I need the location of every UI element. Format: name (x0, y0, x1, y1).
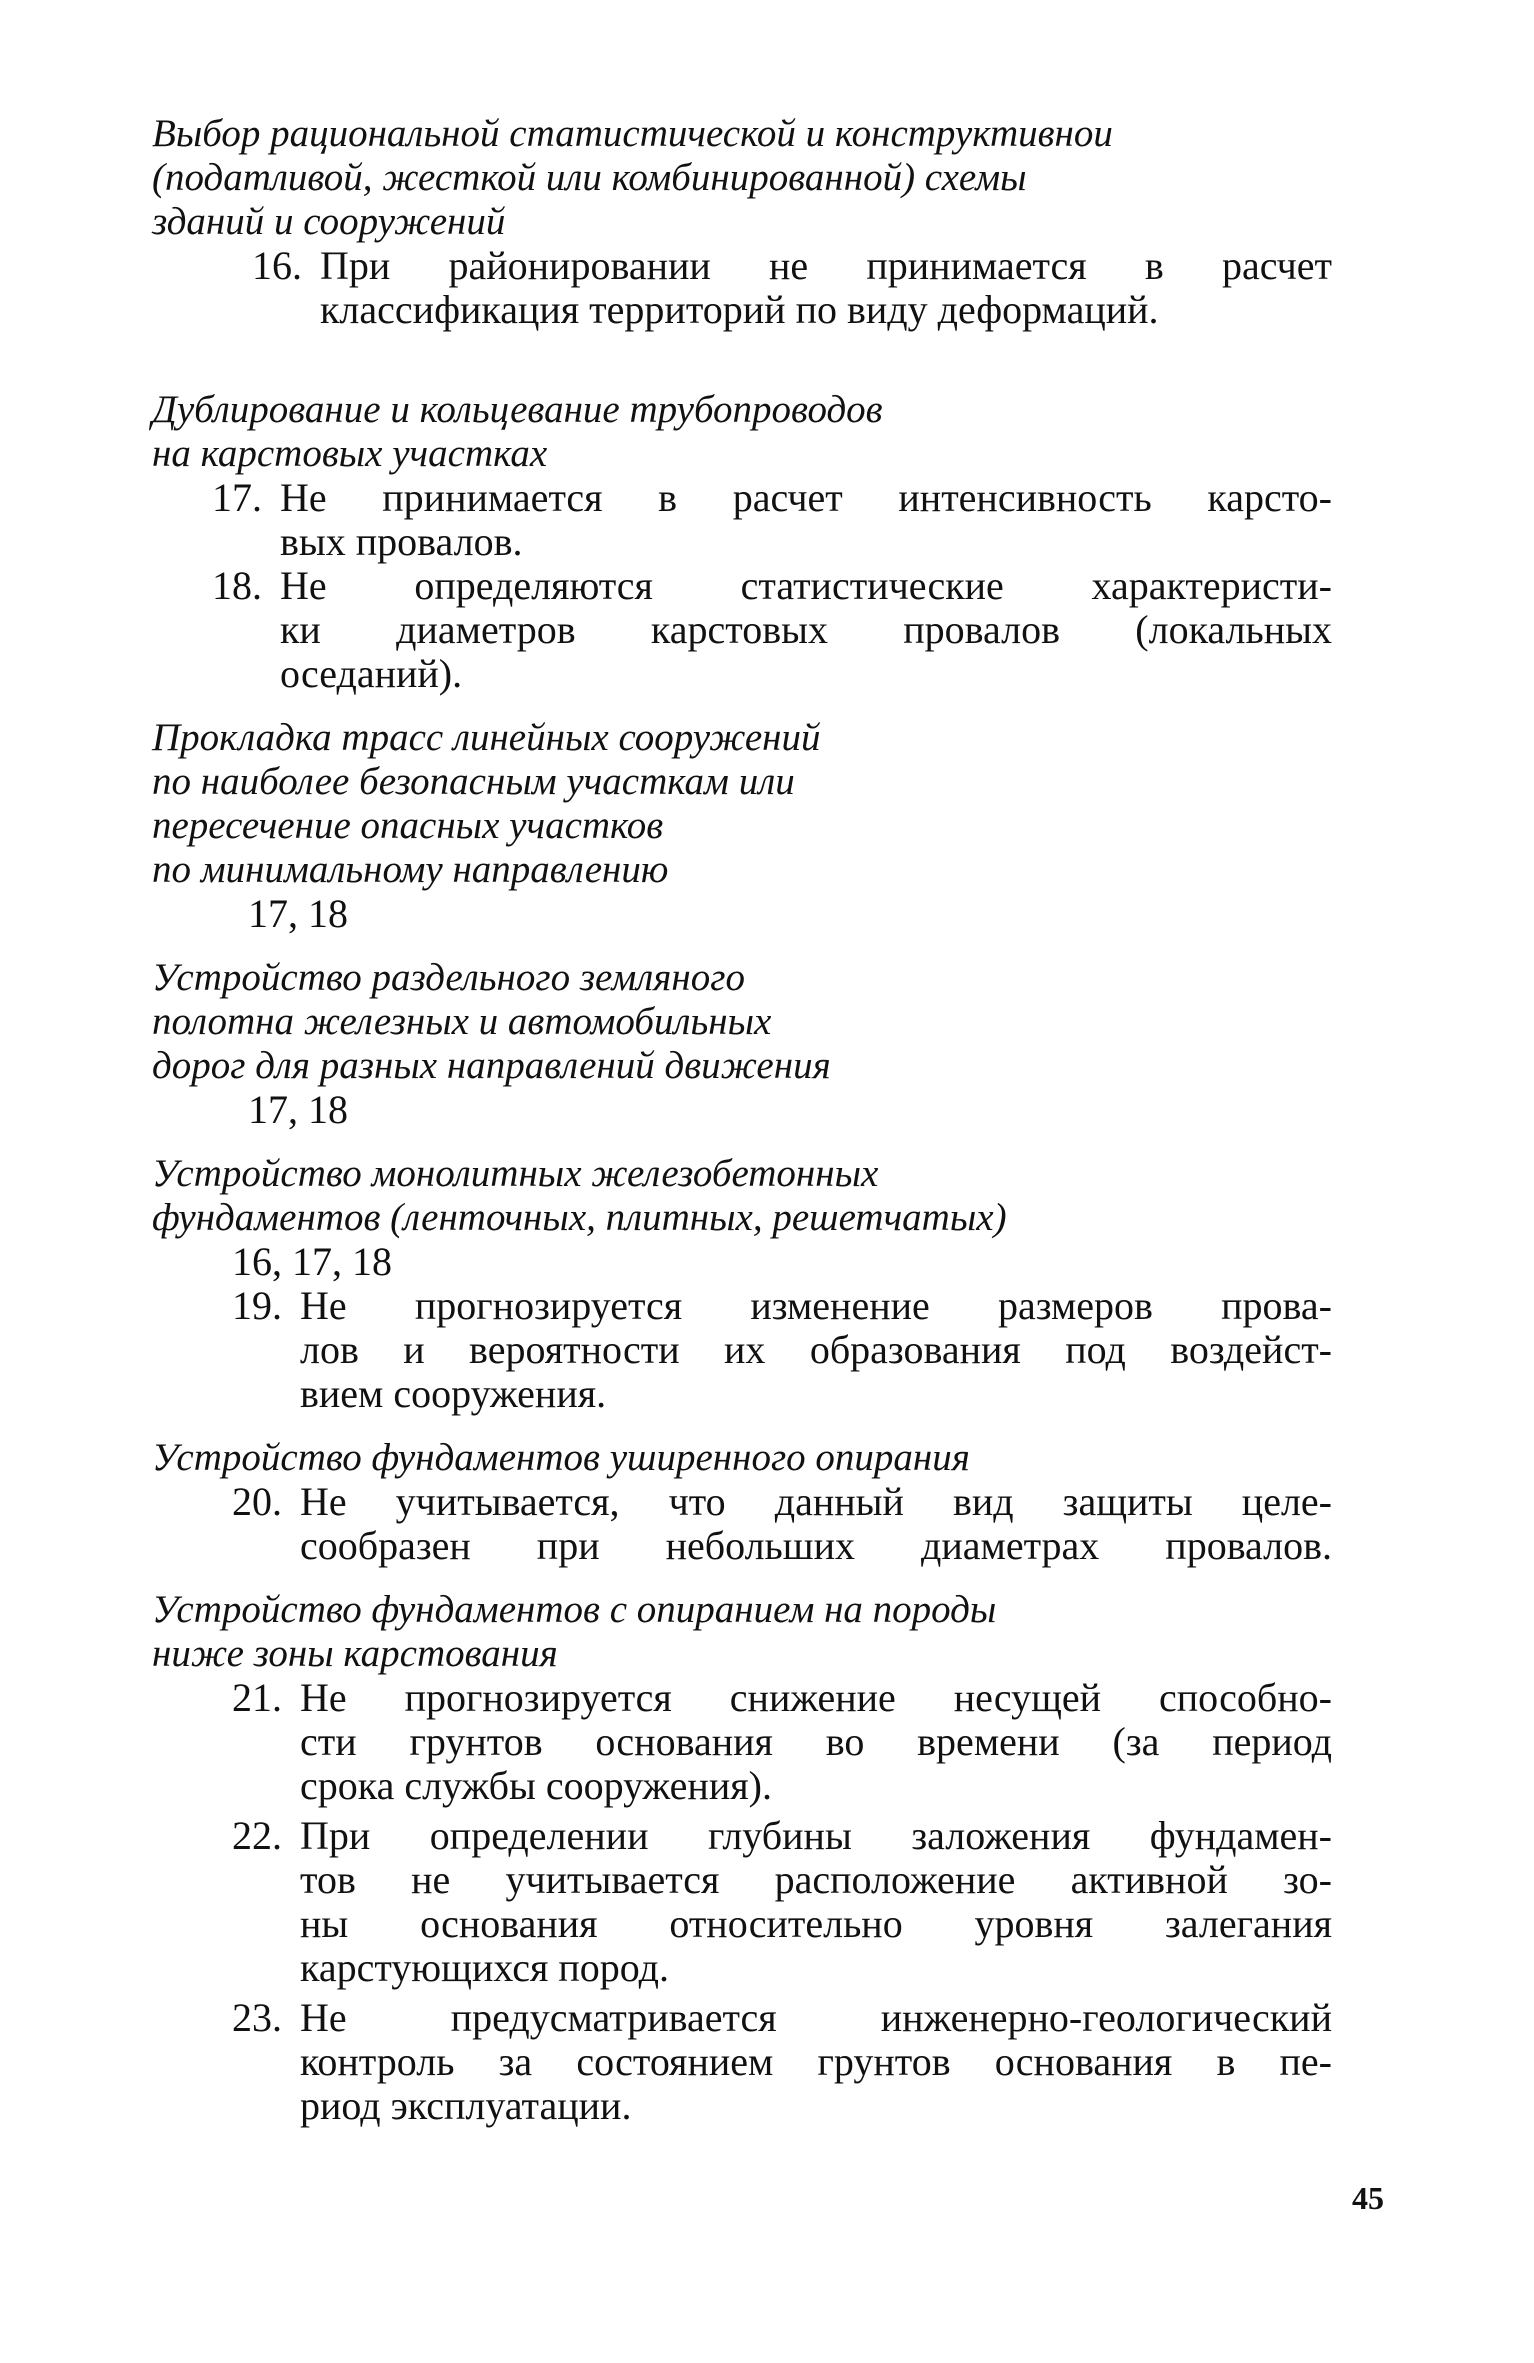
item-21 (232, 1676, 1332, 1808)
page-body (152, 112, 1332, 2232)
page-number: 45 (1352, 2180, 1384, 2216)
item-number: 18. (212, 563, 262, 608)
section-6 (152, 1436, 1332, 1568)
item-line: ны основания относительно уровня залегания (300, 1901, 1332, 1946)
item-18 (212, 564, 1332, 696)
section-1-heading-line: зданий и сооружений (152, 200, 506, 243)
item-line: карстующихся пород. (300, 1945, 669, 1990)
section-7 (152, 1588, 1332, 2128)
item-line: Не предусматривается инженерно-геологический (300, 1995, 1332, 2040)
section-3 (152, 716, 1332, 936)
item-17 (212, 476, 1332, 564)
section-4 (152, 956, 1332, 1132)
item-number: 16. (252, 243, 302, 288)
item-line: Не определяются статистические характеристи- (280, 563, 1332, 608)
item-line: Не учитывается, что данный вид защиты целе- (300, 1479, 1332, 1524)
section-2 (152, 388, 1332, 696)
item-number: 19. (232, 1283, 282, 1328)
item-line: сообразен при небольших диаметрах провалов. (300, 1523, 1332, 1568)
item-16 (252, 244, 1332, 332)
item-line: Не принимается в расчет интенсивность карсто- (280, 475, 1332, 520)
item-line: вых провалов. (280, 519, 523, 564)
item-line: При определении глубины заложения фундамен- (300, 1813, 1332, 1858)
item-line: риод эксплуатации. (300, 2083, 632, 2128)
item-line: При районировании не принимается в расчет (320, 243, 1332, 288)
item-line: Не прогнозируется снижение несущей способно- (300, 1675, 1332, 1720)
section-4-refs: 17, 18 (248, 1087, 348, 1132)
item-line: контроль за состоянием грунтов основания в пе- (300, 2039, 1332, 2084)
section-3-refs: 17, 18 (248, 891, 348, 936)
section-6-heading-line: Устройство фундаментов уширенного опирания (152, 1436, 970, 1479)
section-4-heading-line: Устройство раздельного земляного (152, 956, 745, 999)
section-1-heading-line: Выбор рациональной статистической и конструктивнои (152, 112, 1113, 155)
section-5-heading-line: Устройство монолитных железобетонных (152, 1152, 879, 1195)
item-line: лов и вероятности их образования под воздейст- (300, 1327, 1332, 1372)
item-line: оседаний). (280, 651, 463, 696)
item-line: Не прогнозируется изменение размеров прова- (300, 1283, 1332, 1328)
item-number: 23. (232, 1995, 282, 2040)
item-line: классификация территорий по виду деформаций. (320, 287, 1159, 332)
item-number: 22. (232, 1813, 282, 1858)
item-number: 17. (212, 475, 262, 520)
section-5-refs: 16, 17, 18 (232, 1239, 392, 1284)
section-1-heading-line: (податливой, жесткой или комбинированной) схемы (152, 156, 1027, 199)
item-line: вием сооружения. (300, 1371, 607, 1416)
section-2-heading-line: на карстовых участках (152, 432, 548, 475)
section-7-heading-line: ниже зоны карстования (152, 1632, 558, 1675)
section-3-heading-line: по минимальному направлению (152, 848, 669, 891)
section-3-heading-line: Прокладка трасс линейных сооружений (152, 716, 821, 759)
item-line: тов не учитывается расположение активной зо- (300, 1857, 1332, 1902)
section-4-heading-line: полотна железных и автомобильных (152, 1000, 772, 1043)
section-2-heading-line: Дублирование и кольцевание трубопроводов (152, 388, 883, 431)
item-line: сти грунтов основания во времени (за период (300, 1719, 1332, 1764)
section-5-heading-line: фундаментов (ленточных, плитных, решетчатых) (152, 1196, 1007, 1239)
item-number: 21. (232, 1675, 282, 1720)
section-3-heading-line: пересечение опасных участков (152, 804, 664, 847)
item-number: 20. (232, 1479, 282, 1524)
item-19 (232, 1284, 1332, 1416)
section-3-heading-line: по наиболее безопасным участкам или (152, 760, 795, 803)
section-5 (152, 1152, 1332, 1416)
item-20 (232, 1480, 1332, 1568)
item-line: срока службы сооружения). (300, 1763, 772, 1808)
section-1 (152, 112, 1332, 332)
item-23 (232, 1996, 1332, 2128)
item-22 (232, 1814, 1332, 1990)
section-7-heading-line: Устройство фундаментов с опиранием на породы (152, 1588, 997, 1631)
item-line: ки диаметров карстовых провалов (локальных (280, 607, 1332, 652)
section-4-heading-line: дорог для разных направлений движения (152, 1044, 831, 1087)
